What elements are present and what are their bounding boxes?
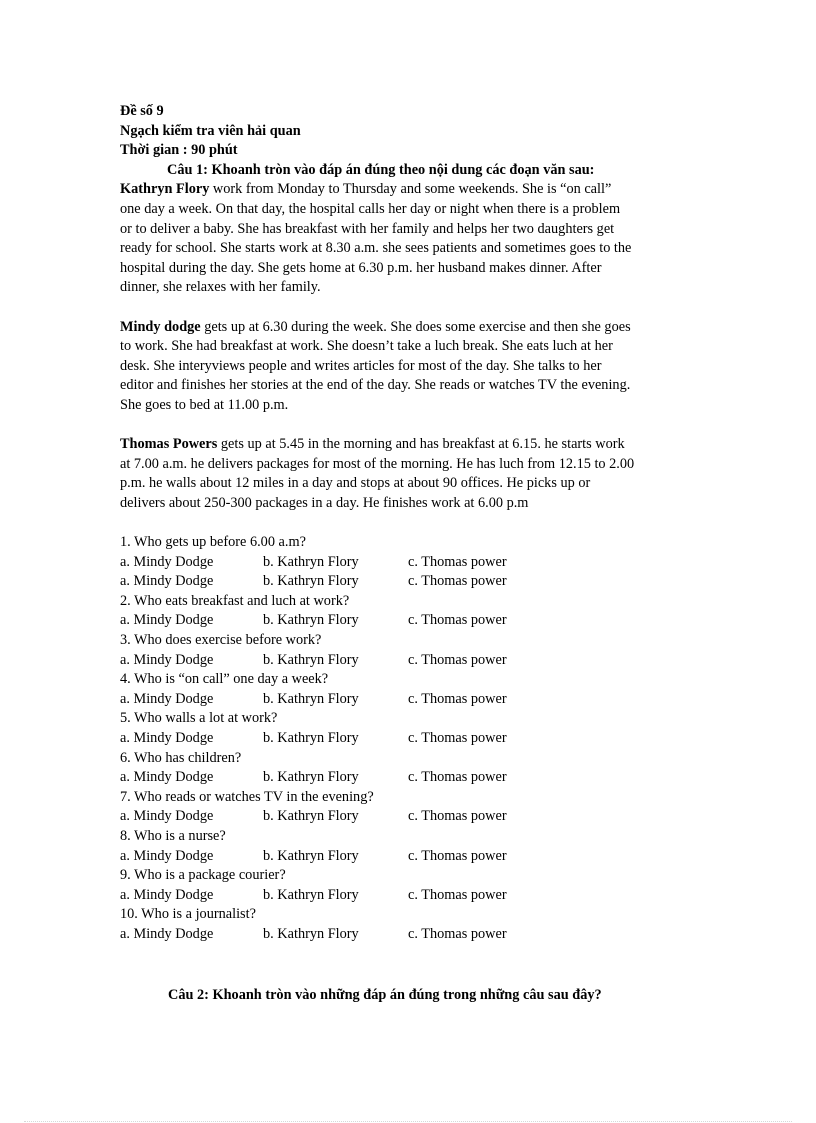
- answer-option-a[interactable]: a. Mindy Dodge: [120, 573, 214, 590]
- answer-options: [120, 690, 700, 710]
- answer-options: [120, 768, 700, 788]
- question-list: [120, 533, 700, 944]
- section1-heading: Câu 1: Khoanh tròn vào đáp án đúng theo nội dung các đoạn văn sau:: [167, 161, 595, 178]
- answer-options: [120, 886, 700, 906]
- answer-option-b[interactable]: b. Kathryn Flory: [263, 690, 359, 707]
- answer-options: [120, 729, 700, 749]
- answer-option-c[interactable]: c. Thomas power: [408, 769, 507, 786]
- question-text: 7. Who reads or watches TV in the evening?: [120, 788, 374, 805]
- answer-option-a[interactable]: a. Mindy Dodge: [120, 730, 214, 746]
- answer-option-b[interactable]: b. Kathryn Flory: [263, 651, 359, 668]
- answer-option-b[interactable]: b. Kathryn Flory: [263, 612, 359, 629]
- answer-option-a[interactable]: a. Mindy Dodge: [120, 690, 214, 707]
- answer-option-b[interactable]: b. Kathryn Flory: [263, 886, 359, 903]
- answer-option-b[interactable]: b. Kathryn Flory: [263, 769, 359, 786]
- passage-kathryn: [120, 180, 700, 298]
- answer-option-a[interactable]: a. Mindy Dodge: [120, 925, 214, 942]
- answer-options: [120, 925, 700, 945]
- question-text: 5. Who walls a lot at work?: [120, 710, 278, 727]
- section2-heading: Câu 2: Khoanh tròn vào những đáp án đúng trong những câu sau đây?: [168, 987, 602, 1003]
- answer-option-b[interactable]: b. Kathryn Flory: [263, 808, 359, 825]
- answer-option-c[interactable]: c. Thomas power: [408, 553, 507, 570]
- answer-option-b[interactable]: b. Kathryn Flory: [263, 847, 359, 864]
- answer-option-a[interactable]: a. Mindy Dodge: [120, 847, 214, 864]
- passage-name: Mindy dodge: [120, 318, 201, 335]
- answer-options: [120, 847, 700, 867]
- answer-option-a[interactable]: a. Mindy Dodge: [120, 553, 214, 570]
- exam-title: Đề số 9: [120, 103, 164, 119]
- answer-option-c[interactable]: c. Thomas power: [408, 886, 507, 903]
- answer-option-b[interactable]: b. Kathryn Flory: [263, 730, 359, 746]
- question-text: 2. Who eats breakfast and luch at work?: [120, 592, 350, 609]
- answer-options: [120, 651, 700, 671]
- exam-time: Thời gian : 90 phút: [120, 142, 238, 159]
- passage-name: Thomas Powers: [120, 436, 218, 453]
- question-text: 6. Who has children?: [120, 749, 242, 766]
- document-body: [120, 102, 700, 945]
- question-text: 9. Who is a package courier?: [120, 867, 286, 884]
- answer-option-c[interactable]: c. Thomas power: [408, 573, 507, 590]
- answer-option-c[interactable]: c. Thomas power: [408, 730, 507, 746]
- passage-text: gets up at 5.45 in the morning and has breakfast at 6.15. he starts work at 7.00 a.m. he delivers packages for most of the morning. He has luch from 12.15 to 2.00 p.m. he walls about 12 miles in a day and stops at about 90 offices. He picks up or delivers about 250-300 packages in a day. He finishes work at 6.00 p.m: [120, 436, 635, 511]
- question-text: 10. Who is a journalist?: [120, 906, 256, 923]
- passage-name: Kathryn Flory: [120, 181, 210, 198]
- passage-text: work from Monday to Thursday and some weekends. She is “on call” one day a week. On that day, the hospital calls her day or night when there is a problem or to deliver a baby. She has breakfast with her family and helps her two daughters get ready for school. She starts work at 8.30 a.m. she sees patients and sometimes goes to the hospital during the day. She gets home at 6.30 p.m. her husband makes dinner. After dinner, she relaxes with her family.: [120, 181, 632, 296]
- answer-options: [120, 611, 700, 631]
- passage-text: gets up at 6.30 during the week. She does some exercise and then she goes to work. She had breakfast at work. She doesn’t take a luch break. She eats luch at her desk. She interyviews people and writes articles for most of the day. She talks to her editor and finishes her stories at the end of the day. She reads or watches TV the evening. She goes to bed at 11.00 p.m.: [120, 318, 631, 413]
- answer-option-a[interactable]: a. Mindy Dodge: [120, 886, 214, 903]
- question-text: 3. Who does exercise before work?: [120, 632, 322, 649]
- answer-options: [120, 572, 700, 592]
- passage-thomas: [120, 435, 700, 513]
- answer-option-b[interactable]: b. Kathryn Flory: [263, 553, 359, 570]
- answer-option-b[interactable]: b. Kathryn Flory: [263, 925, 359, 942]
- answer-option-c[interactable]: c. Thomas power: [408, 651, 507, 668]
- answer-option-b[interactable]: b. Kathryn Flory: [263, 573, 359, 590]
- answer-option-a[interactable]: a. Mindy Dodge: [120, 612, 214, 629]
- answer-option-c[interactable]: c. Thomas power: [408, 847, 507, 864]
- exam-subtitle: Ngạch kiểm tra viên hải quan: [120, 122, 301, 139]
- answer-option-c[interactable]: c. Thomas power: [408, 690, 507, 707]
- answer-option-a[interactable]: a. Mindy Dodge: [120, 808, 214, 825]
- question-text: 4. Who is “on call” one day a week?: [120, 671, 329, 688]
- answer-option-c[interactable]: c. Thomas power: [408, 612, 507, 629]
- page-border: [24, 1121, 792, 1122]
- answer-option-c[interactable]: c. Thomas power: [408, 925, 507, 942]
- answer-option-a[interactable]: a. Mindy Dodge: [120, 769, 214, 786]
- question-text: 1. Who gets up before 6.00 a.m?: [120, 534, 306, 551]
- answer-options: [120, 553, 700, 573]
- passage-mindy: [120, 318, 700, 416]
- answer-option-c[interactable]: c. Thomas power: [408, 808, 507, 825]
- answer-options: [120, 807, 700, 827]
- answer-option-a[interactable]: a. Mindy Dodge: [120, 651, 214, 668]
- question-text: 8. Who is a nurse?: [120, 827, 226, 844]
